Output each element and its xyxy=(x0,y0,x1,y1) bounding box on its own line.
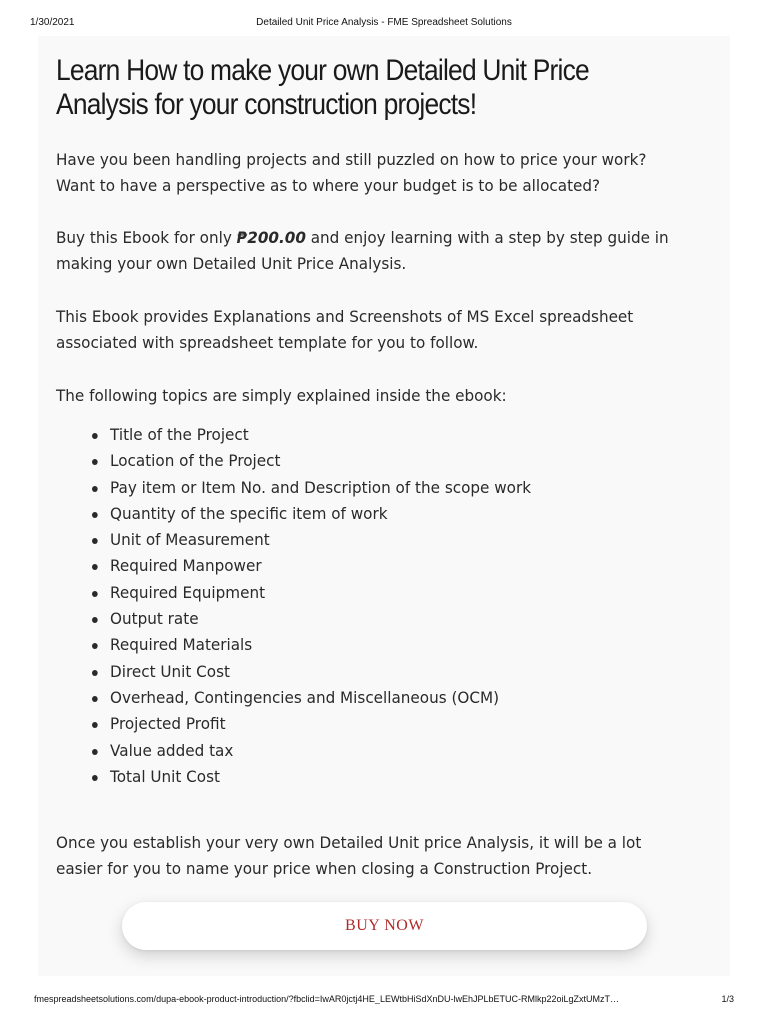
topic-list-item xyxy=(92,527,662,553)
bullet-icon xyxy=(92,670,98,676)
topic-label: Overhead, Contingencies and Miscellaneous (OCM) xyxy=(110,687,500,707)
print-page-title: Detailed Unit Price Analysis - FME Spreadsheet Solutions xyxy=(256,17,512,28)
bullet-icon xyxy=(92,564,98,570)
topic-list-item xyxy=(92,685,662,711)
topic-list-item xyxy=(92,422,662,448)
print-url: fmespreadsheetsolutions.com/dupa-ebook-product-introduction/?fbclid=IwAR0jctj4HE_LEWtbHiSdXnDU-lwEhJPLbETUC-RMlkp22oiLgZxtUMzT… xyxy=(34,994,619,1004)
buy-now-button[interactable]: BUY NOW xyxy=(122,902,647,950)
topic-list-item xyxy=(92,659,662,685)
topic-list-item xyxy=(92,553,662,579)
topic-list-item xyxy=(92,632,662,658)
page-headline: Learn How to make your own Detailed Unit Price Analysis for your construction projects! xyxy=(56,54,589,121)
topic-label: Pay item or Item No. and Description of the scope work xyxy=(110,477,532,497)
bullet-icon xyxy=(92,749,98,755)
topic-list-item xyxy=(92,738,662,764)
offer-text-start: Buy this Ebook for only xyxy=(56,228,237,247)
topic-label: Title of the Project xyxy=(110,425,249,444)
topic-label: Required Materials xyxy=(110,635,253,655)
topic-label: Value added tax xyxy=(110,740,234,760)
bullet-icon xyxy=(92,538,98,544)
bullet-icon xyxy=(92,696,98,702)
provides-paragraph: This Ebook provides Explanations and Screenshots of MS Excel spreadsheet associated with spreadsheet template for you to follow. xyxy=(56,307,634,352)
bullet-icon xyxy=(92,643,98,649)
topics-intro: The following topics are simply explained inside the ebook: xyxy=(56,386,507,405)
topic-list-item xyxy=(92,606,662,632)
bullet-icon xyxy=(92,512,98,518)
topic-label: Location of the Project xyxy=(110,451,281,471)
topic-label: Projected Profit xyxy=(110,714,226,734)
intro-paragraph: Have you been handling projects and still puzzled on how to price your work? Want to have a perspective as to where your budget is to be allocated? xyxy=(56,150,647,195)
topic-label: Direct Unit Cost xyxy=(110,661,230,681)
topic-list-item xyxy=(92,448,662,474)
topic-label: Required Equipment xyxy=(110,582,266,602)
bullet-icon xyxy=(92,486,98,492)
closing-paragraph: Once you establish your very own Detailed Unit price Analysis, it will be a lot easier for you to name your price when closing a Construction Project. xyxy=(56,833,642,878)
topic-list-item xyxy=(92,580,662,606)
topic-label: Output rate xyxy=(110,609,199,629)
bullet-icon xyxy=(92,459,98,465)
topic-list-item xyxy=(92,764,662,790)
bullet-icon xyxy=(92,433,98,439)
print-header xyxy=(0,0,768,36)
topic-label: Quantity of the specific item of work xyxy=(110,503,388,523)
bullet-icon xyxy=(92,617,98,623)
bullet-icon xyxy=(92,722,98,728)
print-page-number: 1/3 xyxy=(721,994,734,1004)
price-text: ₱200.00 xyxy=(236,228,306,247)
topic-list-item xyxy=(92,475,662,501)
topic-label: Total Unit Cost xyxy=(110,766,220,786)
print-date: 1/30/2021 xyxy=(30,17,75,28)
topic-list-item xyxy=(92,711,662,737)
topic-list-item xyxy=(92,501,662,527)
bullet-icon xyxy=(92,591,98,597)
offer-text-end: and enjoy learning with a step by step guide in making your own Detailed Unit Price Analysis. xyxy=(56,228,669,273)
topic-label: Required Manpower xyxy=(110,556,262,576)
bullet-icon xyxy=(92,775,98,781)
topic-label: Unit of Measurement xyxy=(110,530,270,550)
topics-list xyxy=(92,422,662,790)
print-footer xyxy=(0,992,768,1012)
offer-paragraph xyxy=(56,225,683,277)
